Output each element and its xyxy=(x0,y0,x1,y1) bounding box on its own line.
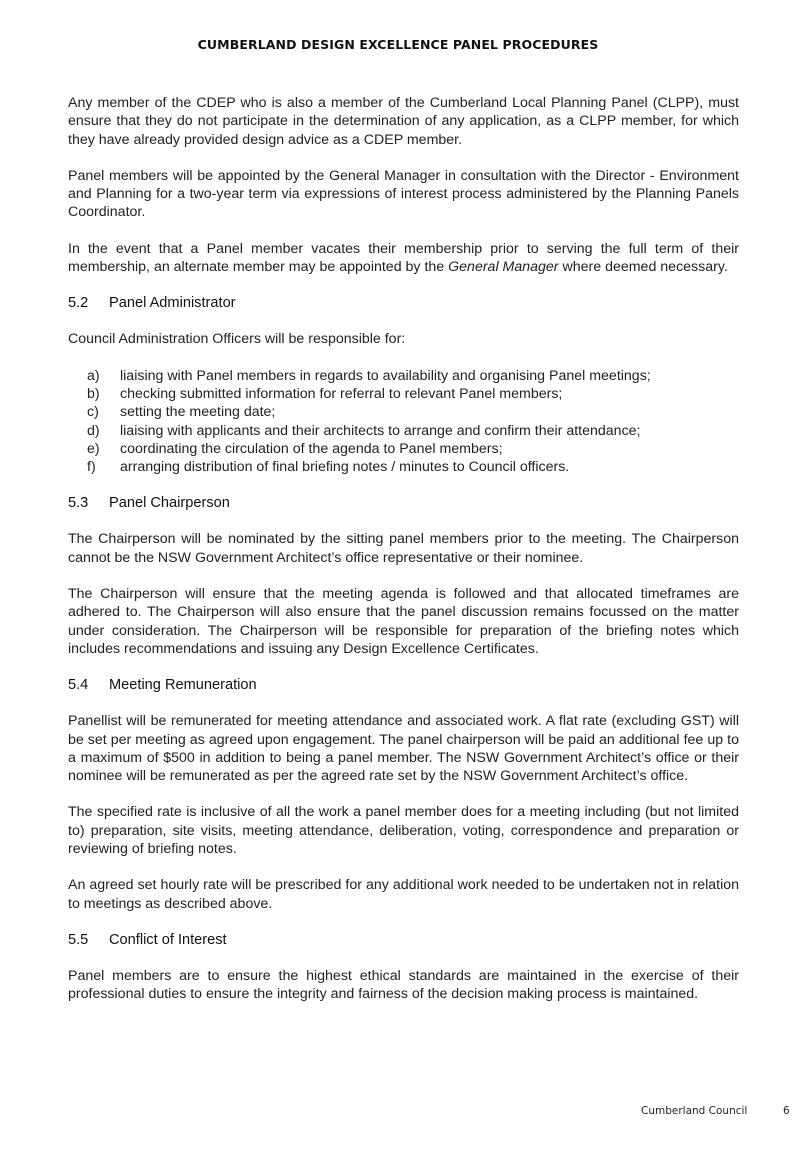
page-header-title: CUMBERLAND DESIGN EXCELLENCE PANEL PROCEDURES xyxy=(197,37,599,52)
list-marker: e) xyxy=(87,440,100,457)
list-item xyxy=(68,458,739,476)
intro-paragraph-3-start: In the event that a Panel member vacates their membership prior to serving the full term of their membership, an alternate member may be appointed by the xyxy=(68,240,739,276)
list-marker: b) xyxy=(87,385,100,402)
section-5-4-title: Meeting Remuneration xyxy=(109,677,257,694)
section-5-4-paragraph-2: The specified rate is inclusive of all the work a panel member does for a meeting including (but not limited to) preparation, site visits, meeting attendance, deliberation, voting, correspondence and preparation or reviewing of briefing notes. xyxy=(68,804,739,858)
list-item-text: liaising with Panel members in regards to availability and organising Panel meetings; xyxy=(120,367,651,384)
administrator-duties-list xyxy=(68,367,739,477)
list-item xyxy=(68,440,739,458)
list-marker: c) xyxy=(87,404,99,421)
intro-paragraph-2: Panel members will be appointed by the General Manager in consultation with the Director - Environment and Planning for a two-year term via expressions of interest process administered by the Planning Panels Coordinator. xyxy=(68,167,739,221)
section-5-4-heading xyxy=(68,676,739,694)
section-5-3-paragraph-1: The Chairperson will be nominated by the sitting panel members prior to the meeting. The Chairperson cannot be the NSW Government Architect’s office representative or their nominee. xyxy=(68,531,739,566)
section-5-4-paragraph-3: An agreed set hourly rate will be prescribed for any additional work needed to be undertaken not in relation to meetings as described above. xyxy=(68,877,739,912)
section-5-3-paragraph-2: The Chairperson will ensure that the meeting agenda is followed and that allocated timeframes are adhered to. The Chairperson will also ensure that the panel discussion remains focussed on the matter under consideration. The Chairperson will be responsible for preparation of the briefing notes which includes recommendations and issuing any Design Excellence Certificates. xyxy=(68,586,739,657)
section-5-4-paragraph-1: Panellist will be remunerated for meeting attendance and associated work. A flat rate (excluding GST) will be set per meeting as agreed upon engagement. The panel chairperson will be paid an additional fee up to a maximum of $500 in addition to being a panel member. The NSW Government Architect’s office or their nominee will be remunerated as per the agreed rate set by the NSW Government Architect’s office. xyxy=(68,713,739,785)
section-5-5-heading xyxy=(68,931,739,949)
list-item-text: liaising with applicants and their architects to arrange and confirm their attendance; xyxy=(120,422,641,439)
list-item xyxy=(68,422,739,440)
list-item xyxy=(68,385,739,403)
list-item xyxy=(68,367,739,385)
section-5-4-number: 5.4 xyxy=(68,677,89,694)
intro-paragraph-1: Any member of the CDEP who is also a member of the Cumberland Local Planning Panel (CLPP), must ensure that they do not participate in the determination of any application, as a CLPP member, for which they have already provided design advice as a CDEP member. xyxy=(68,95,739,148)
section-5-5-title: Conflict of Interest xyxy=(109,931,227,948)
section-5-5-paragraph-1: Panel members are to ensure the highest ethical standards are maintained in the exercise of their professional duties to ensure the integrity and fairness of the decision making process is maintained. xyxy=(68,967,739,1003)
list-marker: d) xyxy=(87,422,100,439)
list-item-text: arranging distribution of final briefing notes / minutes to Council officers. xyxy=(120,459,570,476)
section-5-2-intro: Council Administration Officers will be responsible for: xyxy=(68,331,406,348)
page-number: 6 xyxy=(783,1105,790,1117)
section-5-3-heading xyxy=(68,494,739,512)
list-item xyxy=(68,403,739,421)
list-marker: a) xyxy=(87,367,100,384)
intro-paragraph-3-end: where deemed necessary. xyxy=(558,259,728,276)
list-item-text: setting the meeting date; xyxy=(120,404,276,421)
list-marker: f) xyxy=(87,459,96,476)
intro-paragraph-3-emphasis: General Manager xyxy=(448,259,559,276)
section-5-2-heading xyxy=(68,294,739,312)
list-item-text: checking submitted information for referral to relevant Panel members; xyxy=(120,385,563,402)
page-content xyxy=(68,94,739,1022)
section-5-2-number: 5.2 xyxy=(68,295,89,312)
footer-organisation: Cumberland Council xyxy=(641,1105,748,1117)
section-5-3-number: 5.3 xyxy=(68,495,89,512)
intro-paragraph-3 xyxy=(68,240,739,277)
section-5-5-number: 5.5 xyxy=(68,931,89,948)
list-item-text: coordinating the circulation of the agenda to Panel members; xyxy=(120,440,503,457)
section-5-2-title: Panel Administrator xyxy=(109,295,236,312)
section-5-3-title: Panel Chairperson xyxy=(109,495,230,512)
